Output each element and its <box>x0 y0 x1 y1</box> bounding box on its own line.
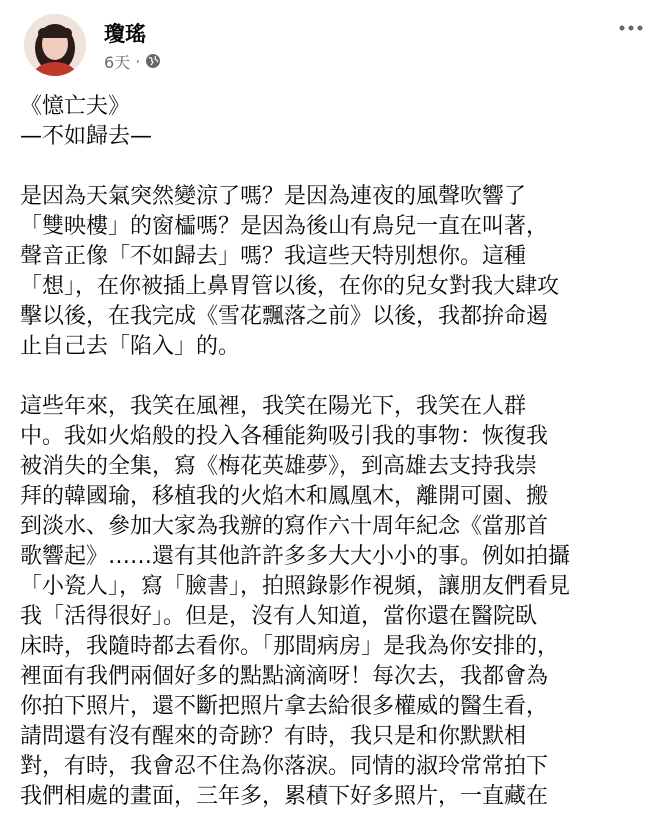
paragraph-gap <box>20 152 648 182</box>
author-avatar[interactable] <box>24 14 86 76</box>
text-line: 我「活得很好」。但是，沒有人知道，當你還在醫院臥 <box>20 604 538 629</box>
text-line: 到淡水、參加大家為我辦的寫作六十周年紀念《當那首 <box>20 514 549 539</box>
text-line: 聲音正像「不如歸去」嗎？我這些天特別想你。這種 <box>20 244 527 269</box>
more-options-button[interactable] <box>616 18 646 38</box>
text-line: 拜的韓國瑜，移植我的火焰木和鳳凰木，離開可園、搬 <box>20 484 549 509</box>
text-line: 被消失的全集，寫《梅花英雄夢》，到高雄去支持我崇 <box>20 454 538 479</box>
paragraph-gap <box>20 362 648 392</box>
post-subtitle: —不如歸去— <box>20 124 153 149</box>
text-line: 「雙映樓」的窗櫺嗎？是因為後山有鳥兒一直在叫著， <box>20 214 549 239</box>
text-line: 是因為天氣突然變涼了嗎？是因為連夜的風聲吹響了 <box>20 184 527 209</box>
paragraph-1 <box>20 182 648 362</box>
text-line: 請問還有沒有醒來的奇跡？有時，我只是和你默默相 <box>20 724 527 749</box>
meta-separator: · <box>135 51 141 71</box>
text-line: 止自己去「陷入」的。 <box>20 334 241 359</box>
post-title: 《憶亡夫》 <box>20 94 131 119</box>
post-header <box>0 0 660 90</box>
avatar-portrait-icon <box>24 14 86 76</box>
post-meta <box>104 50 161 72</box>
text-line: 我們相處的畫面，三年多，累積下好多照片，一直藏在 <box>20 784 549 809</box>
text-line: 「小瓷人」，寫「臉書」，拍照錄影作視頻，讓朋友們看見 <box>20 574 571 599</box>
post-timestamp[interactable]: 6天 <box>104 52 131 72</box>
text-line: 擊以後，在我完成《雪花飄落之前》以後，我都拚命遏 <box>20 304 549 329</box>
globe-icon[interactable] <box>145 53 161 69</box>
post-body <box>20 92 648 812</box>
text-line: 對，有時，我會忍不住為你落淚。同情的淑玲常常拍下 <box>20 754 549 779</box>
text-line: 歌響起》……還有其他許許多多大大小小的事。例如拍攝 <box>20 544 571 569</box>
text-line: 裡面有我們兩個好多的點點滴滴呀！每次去，我都會為 <box>20 664 549 689</box>
author-name[interactable]: 瓊瑤 <box>104 22 146 46</box>
paragraph-2 <box>20 392 648 812</box>
more-horizontal-icon <box>619 25 643 31</box>
text-line: 這些年來，我笑在風裡，我笑在陽光下，我笑在人群 <box>20 394 527 419</box>
text-line: 你拍下照片，還不斷把照片拿去給很多權威的醫生看， <box>20 694 549 719</box>
text-line: 「想」，在你被插上鼻胃管以後，在你的兒女對我大肆攻 <box>20 274 560 299</box>
text-line: 中。我如火焰般的投入各種能夠吸引我的事物：恢復我 <box>20 424 549 449</box>
text-line: 床時，我隨時都去看你。「那間病房」是我為你安排的， <box>20 634 560 659</box>
